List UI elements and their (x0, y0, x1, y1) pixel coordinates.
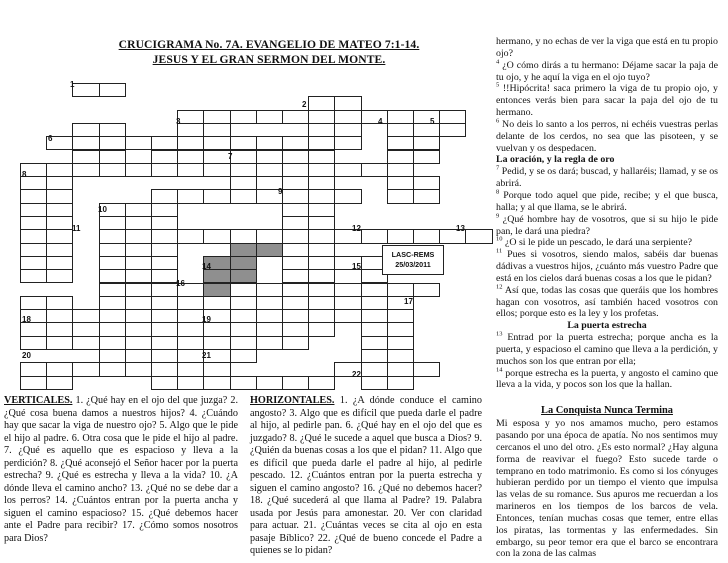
crossword-cell (230, 322, 257, 336)
crossword-cell (151, 309, 178, 323)
crossword-cell (72, 309, 99, 323)
clue-number-17: 17 (404, 297, 413, 306)
verse-7: $^7$ Pedid, y se os dará; buscad, y hallaréis; llamad, y se os abrirá. (496, 164, 718, 190)
crossword-cell (282, 243, 309, 257)
crossword-cell (282, 376, 309, 390)
clue-number-6: 6 (48, 134, 53, 143)
crossword-cell (203, 163, 230, 177)
crossword-cell (230, 296, 257, 310)
crossword-cell (20, 336, 47, 350)
crossword-cell (256, 150, 283, 164)
crossword-cell (308, 243, 335, 257)
crossword-cell (308, 96, 335, 110)
crossword-cell (387, 349, 414, 363)
crossword-cell (308, 376, 335, 390)
crossword-cell (177, 309, 204, 323)
clue-number-11: 11 (72, 224, 81, 233)
crossword-cell (282, 150, 309, 164)
crossword-cell (230, 229, 257, 243)
crossword-cell (308, 203, 335, 217)
crossword-cell (20, 229, 47, 243)
crossword-cell (282, 163, 309, 177)
crossword-cell (151, 283, 178, 297)
crossword-cell (308, 163, 335, 177)
crossword-cell (125, 203, 152, 217)
clue-number-14: 14 (202, 262, 211, 271)
crossword-cell (125, 136, 152, 150)
crossword-cell (125, 163, 152, 177)
crossword-cell (230, 150, 257, 164)
crossword-cell (99, 296, 126, 310)
crossword-cell (282, 309, 309, 323)
crossword-cell (334, 309, 361, 323)
crossword-cell (99, 229, 126, 243)
crossword-cell (230, 269, 257, 283)
clue-number-19: 19 (202, 315, 211, 324)
verse-14: $^{14}$ porque estrecha es la puerta, y angosto el camino que lleva a la vida, y pocos son los que la hallan. (496, 366, 718, 391)
crossword-cell (308, 150, 335, 164)
crossword-cell (125, 216, 152, 230)
crossword-cell (72, 336, 99, 350)
clue-number-7: 7 (228, 152, 233, 161)
crossword-cell (230, 243, 257, 257)
crossword-cell (282, 283, 309, 297)
crossword-cell (282, 176, 309, 190)
crossword-cell (230, 349, 257, 363)
crossword-cell (177, 136, 204, 150)
crossword-cell (125, 296, 152, 310)
crossword-cell (387, 336, 414, 350)
crossword-cell (151, 203, 178, 217)
crossword-cell (203, 336, 230, 350)
crossword-cell (387, 322, 414, 336)
crossword-cell (203, 269, 230, 283)
verse-6: $^6$ No deis lo santo a los perros, ni echéis vuestras perlas delante de los cerdos, no sea que las pisoteen, y se vuelvan y os despedacen. (496, 117, 718, 154)
crossword-cell (361, 283, 388, 297)
crossword-cell (361, 163, 388, 177)
crossword-cell (203, 110, 230, 124)
crossword-cell (361, 362, 388, 376)
crossword-cell (203, 322, 230, 336)
crossword-cell (308, 136, 335, 150)
crossword-cell (46, 216, 73, 230)
crossword-cell (20, 296, 47, 310)
crossword-cell (151, 256, 178, 270)
crossword-cell (72, 163, 99, 177)
article-text: Mi esposa y yo nos amamos mucho, pero estamos pasando por una época de apatía. No nos sentimos muy cercanos el uno del otro. ¿Es esto normal? ¿Hay alguna forma de reavivar el fuego? Esto sucede tarde o temprano en todo matrimonio. Es como si los cónyuges hubieran perdido por un tiempo el viento que impulsa las velas de su romance. Sus apuros me recuerdan a los marineros en los tiempos de los barcos de vela. Entonces, tenían muchas cosas que temer, entre ellas los piratas, las tormentas y las enfermedades. Sin embargo, su peor temor era que el barco se encontrara con la zona de las calmas (496, 418, 718, 560)
crossword-cell (308, 229, 335, 243)
crossword-cell (46, 189, 73, 203)
crossword-cell (230, 309, 257, 323)
crossword-cell (151, 362, 178, 376)
crossword-cell (46, 229, 73, 243)
crossword-cell (282, 229, 309, 243)
stamp-author: LASC-REMS (391, 250, 435, 259)
verse-12: $^{12}$ Así que, todas las cosas que queráis que los hombres hagan con vosotros, así también haced vosotros con ellos; porque esto es la ley y los profetas. (496, 283, 718, 320)
crossword-cell (282, 216, 309, 230)
crossword-cell (334, 96, 361, 110)
crossword-cell (203, 376, 230, 390)
crossword-cell (230, 376, 257, 390)
crossword-cell (230, 336, 257, 350)
vertical-clues-heading: VERTICALES. (4, 395, 73, 406)
crossword-cell (413, 362, 440, 376)
crossword-cell (203, 362, 230, 376)
clue-number-20: 20 (22, 351, 31, 360)
puzzle-title: CRUCIGRAMA No. 7A. EVANGELIO DE MATEO 7:1-14. (118, 38, 420, 51)
verse-3-end: hermano, y no echas de ver la viga que está en tu propio ojo? (496, 36, 718, 59)
crossword-cell (256, 136, 283, 150)
crossword-cell (334, 123, 361, 137)
crossword-cell (334, 189, 361, 203)
crossword-cell (308, 296, 335, 310)
clue-number-18: 18 (22, 315, 31, 324)
crossword-cell (361, 296, 388, 310)
clue-number-12: 12 (352, 224, 361, 233)
crossword-cell (256, 243, 283, 257)
crossword-cell (387, 376, 414, 390)
crossword-cell (151, 163, 178, 177)
crossword-cell (99, 243, 126, 257)
crossword-cell (361, 322, 388, 336)
crossword-cell (361, 376, 388, 390)
crossword-cell (308, 216, 335, 230)
crossword-cell (125, 362, 152, 376)
verse-9: $^9$ ¿Qué hombre hay de vosotros, que si su hijo le pide pan, le dará una piedra? (496, 212, 718, 237)
crossword-cell (203, 136, 230, 150)
crossword-cell (387, 309, 414, 323)
crossword-cell (177, 229, 204, 243)
crossword-cell (151, 150, 178, 164)
vertical-clues (4, 395, 238, 545)
crossword-cell (203, 229, 230, 243)
passage-column (496, 36, 718, 560)
crossword-cell (387, 110, 414, 124)
clue-number-10: 10 (98, 205, 107, 214)
clue-number-5: 5 (430, 117, 435, 126)
crossword-cell (99, 123, 126, 137)
crossword-cell (361, 309, 388, 323)
crossword-cell (151, 349, 178, 363)
crossword-cell (151, 229, 178, 243)
crossword-cell (230, 283, 257, 297)
crossword-cell (256, 229, 283, 243)
crossword-cell (308, 189, 335, 203)
clue-number-13: 13 (456, 224, 465, 233)
crossword-cell (151, 322, 178, 336)
crossword-cell (334, 283, 361, 297)
crossword-cell (308, 283, 335, 297)
verse-8: $^8$ Porque todo aquel que pide, recibe; y el que busca, halla; y al que llama, se le abrirá. (496, 188, 718, 213)
clue-number-2: 2 (302, 100, 307, 109)
crossword-cell (151, 336, 178, 350)
crossword-cell (151, 376, 178, 390)
crossword-cell (203, 123, 230, 137)
crossword-cell (72, 150, 99, 164)
clue-number-3: 3 (176, 117, 181, 126)
crossword-cell (308, 269, 335, 283)
crossword-cell (177, 110, 204, 124)
crossword-cell (334, 110, 361, 124)
crossword-cell (151, 136, 178, 150)
clue-number-1: 1 (70, 80, 75, 89)
crossword-cell (177, 376, 204, 390)
crossword-cell (46, 163, 73, 177)
crossword-cell (151, 296, 178, 310)
crossword-cell (308, 256, 335, 270)
verse-11: $^{11}$ Pues si vosotros, siendo malos, sabéis dar buenas dádivas a vuestros hijos, ¿cuánto más vuestro Padre que está en los cielos dará buenas cosas a los que le pidan? (496, 247, 718, 284)
crossword-cell (125, 322, 152, 336)
stamp-date: 25/03/2011 (395, 260, 431, 269)
crossword-cell (46, 362, 73, 376)
crossword-cell (177, 150, 204, 164)
crossword-cell (230, 110, 257, 124)
clue-number-21: 21 (202, 351, 211, 360)
crossword-cell (282, 256, 309, 270)
crossword-cell (177, 189, 204, 203)
crossword-cell (387, 136, 414, 150)
crossword-cell (308, 123, 335, 137)
section-heading-prayer: La oración, y la regla de oro (496, 154, 615, 166)
crossword-cell (387, 283, 414, 297)
crossword-cell (46, 243, 73, 257)
crossword-cell (99, 136, 126, 150)
crossword-cell (282, 110, 309, 124)
crossword-cell (334, 163, 361, 177)
crossword-cell (361, 229, 388, 243)
crossword-cell (387, 362, 414, 376)
verse-10: $^{10}$ ¿O si le pide un pescado, le dará una serpiente? (496, 236, 692, 249)
crossword-cell (177, 163, 204, 177)
crossword-cell (413, 176, 440, 190)
crossword-cell (99, 163, 126, 177)
crossword-cell (413, 189, 440, 203)
crossword-cell (20, 362, 47, 376)
crossword-cell (46, 256, 73, 270)
crossword-cell (230, 176, 257, 190)
clue-number-8: 8 (22, 170, 27, 179)
crossword-cell (151, 243, 178, 257)
crossword-cell (151, 269, 178, 283)
crossword-cell (177, 362, 204, 376)
crossword-cell (46, 336, 73, 350)
crossword-cell (413, 283, 440, 297)
crossword-cell (20, 322, 47, 336)
crossword-cell (256, 376, 283, 390)
crossword-cell (177, 123, 204, 137)
crossword-cell (99, 150, 126, 164)
crossword-cell (203, 296, 230, 310)
crossword-cell (125, 349, 152, 363)
crossword-cell (387, 150, 414, 164)
crossword-cell (203, 283, 230, 297)
crossword-cell (387, 123, 414, 137)
clue-number-22: 22 (352, 370, 361, 379)
crossword-cell (230, 189, 257, 203)
crossword-cell (20, 189, 47, 203)
crossword-cell (99, 309, 126, 323)
section-heading-narrow-gate: La puerta estrecha (567, 320, 647, 332)
crossword-cell (465, 229, 492, 243)
crossword-cell (256, 163, 283, 177)
crossword-cell (308, 309, 335, 323)
horizontal-clues (250, 395, 482, 558)
crossword-cell (46, 296, 73, 310)
crossword-cell (151, 216, 178, 230)
crossword-cell (125, 309, 152, 323)
clue-number-9: 9 (278, 187, 283, 196)
crossword-cell (46, 376, 73, 390)
horizontal-clues-heading: HORIZONTALES. (250, 395, 335, 406)
crossword-cell (99, 336, 126, 350)
clue-number-16: 16 (176, 279, 185, 288)
crossword-cell (151, 189, 178, 203)
crossword-cell (282, 269, 309, 283)
crossword-cell (256, 283, 283, 297)
crossword-cell (387, 163, 414, 177)
article-title: La Conquista Nunca Termina (541, 405, 673, 417)
clue-number-4: 4 (378, 117, 383, 126)
crossword-cell (413, 229, 440, 243)
crossword-cell (439, 123, 466, 137)
crossword-cell (230, 136, 257, 150)
crossword-cell (125, 283, 152, 297)
vertical-clues-text: 1. ¿Qué hay en el ojo del que juzga? 2. ¿Qué cosa buena damos a nuestros hijos? 4. ¿Cuándo hay que sacar la viga de nuestro ojo? 5. Algo que le pide el hijo al padre. 6. Otra cosa que le pide el hijo al padre. 7. ¿Qué es aquello que es espacioso y lleva a la perdición? 8. ¿Qué aconsejó el Señor hacer por la puerta estrecha? 9. ¿Qué es estrecha y lleva a la vida? 10. ¿A dónde lleva el camino ancho? 13. ¿Qué no se debe dar a los perros? 14. ¿Cuántos entran por la puerta ancha y siguen el camino espacioso? 15. ¿Qué debemos hacer ante el Padre para recibir? 17. ¿Cómo somos nosotros para Dios? (4, 395, 238, 544)
crossword-cell (334, 136, 361, 150)
crossword-cell (282, 296, 309, 310)
crossword-cell (387, 176, 414, 190)
crossword-cell (46, 322, 73, 336)
crossword-cell (282, 322, 309, 336)
crossword-cell (125, 336, 152, 350)
crossword-cell (282, 336, 309, 350)
crossword-cell (282, 189, 309, 203)
crossword-cell (177, 336, 204, 350)
crossword-cell (46, 176, 73, 190)
crossword-cell (125, 256, 152, 270)
crossword-cell (387, 229, 414, 243)
crossword-cell (256, 110, 283, 124)
crossword-cell (20, 376, 47, 390)
crossword-cell (256, 309, 283, 323)
crossword-cell (308, 322, 335, 336)
crossword-cell (361, 110, 388, 124)
crossword-cell (125, 243, 152, 257)
puzzle-subtitle: JESUS Y EL GRAN SERMON DEL MONTE. (152, 53, 386, 66)
crossword-cell (20, 243, 47, 257)
crossword-cell (282, 203, 309, 217)
crossword-cell (256, 336, 283, 350)
crossword-cell (72, 123, 99, 137)
verse-4: $^4$ ¿O cómo dirás a tu hermano: Déjame sacar la paja de tu ojo, y he aquí la viga en el ojo tuyo? (496, 58, 718, 83)
crossword-cell (20, 256, 47, 270)
crossword-cell (361, 349, 388, 363)
crossword-cell (46, 309, 73, 323)
crossword-cell (99, 256, 126, 270)
crossword-cell (230, 256, 257, 270)
crossword-cell (99, 349, 126, 363)
crossword-cell (413, 136, 440, 150)
crossword-cell (99, 269, 126, 283)
verse-13: $^{13}$ Entrad por la puerta estrecha; porque ancha es la puerta, y espacioso el camino que lleva a la perdición, y muchos son los que entran por ella; (496, 330, 718, 367)
crossword-cell (46, 269, 73, 283)
crossword-cell (203, 150, 233, 164)
crossword-cell (99, 322, 126, 336)
crossword-cell (20, 269, 47, 283)
crossword-cell (308, 110, 335, 124)
crossword-cell (439, 110, 466, 124)
crossword-grid (0, 0, 480, 395)
crossword-cell (203, 189, 230, 203)
crossword-cell (413, 110, 440, 124)
crossword-cell (70, 80, 99, 97)
crossword-cell (125, 229, 152, 243)
crossword-cell (308, 176, 335, 190)
crossword-cell (72, 362, 99, 376)
crossword-cell (99, 362, 126, 376)
clue-number-15: 15 (352, 262, 361, 271)
crossword-cell (20, 216, 47, 230)
horizontal-clues-text: 1. ¿A dónde conduce el camino angosto? 3. Algo que es difícil que pueda darle el padre al hijo, al pedirle pan. 6. ¿Qué hay en el ojo del que es juzgado? 8. ¿Qué le sucede a aquel que busca a Dios? 9. ¿Quién da buenas cosas a los que el pidan? 11. Algo que es difícil que pueda darle el padre al hijo, al pedirle pescado. 12. ¿Cuántos entran por la puerta estrecha y siguen el camino angosto? 16. ¿Qué no debemos hacer? 18. ¿Qué sucederá al que llama al Padre? 19. Palabra usada por Jesús para amonestar. 20. Ver con claridad para actuar. 21. ¿Cuántas veces se cita al ojo en esta pasaje Bíblico? 22. ¿Qué de bueno concede el Padre a quienes se lo pidan? (250, 395, 482, 556)
crossword-cell (99, 83, 126, 97)
crossword-cell (230, 163, 257, 177)
crossword-cell (361, 336, 388, 350)
crossword-cell (46, 203, 73, 217)
crossword-cell (282, 136, 309, 150)
crossword-cell (413, 123, 440, 137)
crossword-cell (20, 203, 47, 217)
author-stamp (382, 245, 444, 275)
crossword-cell (387, 189, 414, 203)
verse-5: $^5$ !!Hipócrita! saca primero la viga de tu propio ojo, y entonces verás bien para sacar la paja del ojo de tu hermano. (496, 82, 718, 119)
crossword-cell (125, 269, 152, 283)
crossword-cell (99, 216, 126, 230)
crossword-cell (413, 150, 440, 164)
crossword-cell (99, 283, 126, 297)
crossword-cell (72, 136, 99, 150)
